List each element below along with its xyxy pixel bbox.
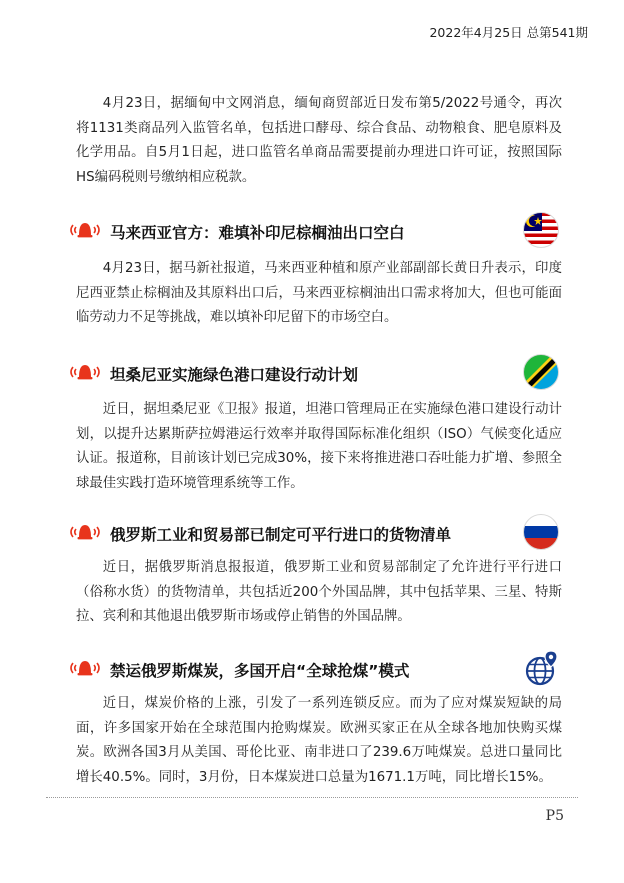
globe-location-pin-icon: [522, 649, 560, 687]
footer-divider: [46, 797, 578, 798]
section-header-malaysia: [68, 211, 562, 251]
alarm-bell-icon: [68, 657, 102, 679]
tanzania-flag-icon: [522, 353, 560, 391]
alarm-bell-icon: [68, 219, 102, 241]
section-title: 马来西亚官方：难填补印尼棕榈油出口空白: [110, 224, 405, 242]
intro-paragraph: 4月23日，据缅甸中文网消息，缅甸商贸部近日发布第5/2022号通令，再次将1131类商品列入监管名单，包括进口酵母、综合食品、动物粮食、肥皂原料及化学用品。自5月1日起，进口监管名单商品需要提前办理进口许可证，按照国际HS编码税则号缴纳相应税款。: [76, 96, 562, 185]
malaysia-flag-icon: [522, 211, 560, 249]
section-title: 坦桑尼亚实施绿色港口建设行动计划: [110, 366, 359, 384]
russia-flag-icon: [522, 513, 560, 551]
alarm-bell-icon: [68, 521, 102, 543]
coal-paragraph: 近日，煤炭价格的上涨，引发了一系列连锁反应。而为了应对煤炭短缺的局面，许多国家开始在全球范围内抢购煤炭。欧洲买家正在从全球各地加快购买煤炭。欧洲各国3月从美国、哥伦比亚、南非进口了239.6万吨煤炭。总进口量同比增长40.5%。同时，3月份，日本煤炭进口总量为1671.1万吨，同比增长15%。: [76, 696, 562, 785]
header-date: 2022年4月25日 总第541期: [429, 25, 588, 40]
malaysia-paragraph: 4月23日，据马新社报道，马来西亚种植和原产业部副部长黄日升表示，印度尼西亚禁止棕榈油及其原料出口后，马来西亚棕榈油出口需求将加大，但也可能面临劳动力不足等挑战，难以填补印尼留下的市场空白。: [76, 261, 562, 325]
section-title: 禁运俄罗斯煤炭，多国开启“全球抢煤”模式: [110, 662, 410, 680]
tanzania-paragraph: 近日，据坦桑尼亚《卫报》报道，坦港口管理局正在实施绿色港口建设行动计划，以提升达累斯萨拉姆港运行效率并取得国际标准化组织（ISO）气候变化适应认证。报道称，目前该计划已完成30%，接下来将推进港口吞吐能力扩增、参照全球最佳实践打造环境管理系统等工作。: [76, 402, 562, 491]
russia-paragraph: 近日，据俄罗斯消息报报道，俄罗斯工业和贸易部制定了允许进行平行进口（俗称水货）的货物清单，共包括近200个外国品牌，其中包括苹果、三星、特斯拉、宾利和其他退出俄罗斯市场或停止销售的外国品牌。: [76, 560, 562, 624]
alarm-bell-icon: [68, 361, 102, 383]
page-number: P5: [545, 808, 564, 824]
section-header-coal: [68, 649, 562, 689]
section-header-russia: [68, 513, 562, 553]
section-title: 俄罗斯工业和贸易部已制定可平行进口的货物清单: [110, 526, 452, 544]
section-header-tanzania: [68, 353, 562, 393]
